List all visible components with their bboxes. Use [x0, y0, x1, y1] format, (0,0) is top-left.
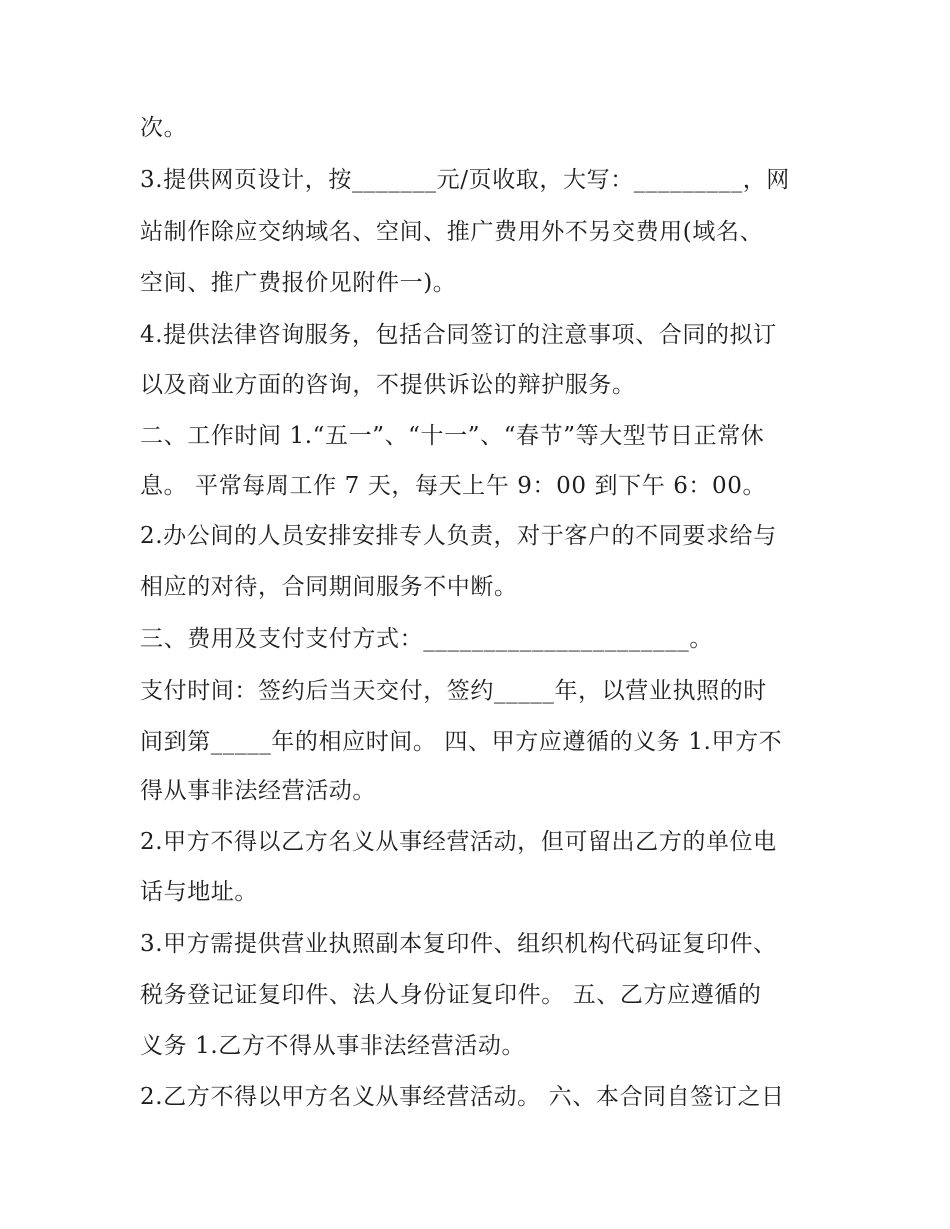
text-line: 得从事非法经营活动。 — [140, 778, 376, 804]
text-line: 二、工作时间 1.“五一”、“十一”、“春节”等大型节日正常休 — [140, 423, 765, 449]
text-line: 4.提供法律咨询服务，包括合同签订的注意事项、合同的拟订 — [140, 322, 777, 348]
text-line: 空间、推广费报价见附件一)。 — [140, 270, 457, 296]
text-line: 话与地址。 — [140, 879, 258, 905]
text-line: 三、费用及支付支付方式：______________________。 — [140, 626, 713, 652]
text-line: 3.甲方需提供营业执照副本复印件、组织机构代码证复印件、 — [140, 931, 777, 957]
text-line: 间到第_____年的相应时间。 四、甲方应遵循的义务 1.甲方不 — [140, 729, 783, 755]
text-line: 次。 — [140, 115, 188, 141]
text-line: 税务登记证复印件、法人身份证复印件。 五、乙方应遵循的 — [140, 982, 762, 1008]
text-line: 支付时间：签约后当天交付，签约_____年，以营业执照的时 — [140, 678, 767, 704]
text-line: 2.乙方不得以甲方名义从事经营活动。 六、本合同自签订之日 — [140, 1084, 785, 1110]
text-line: 站制作除应交纳域名、空间、推广费用外不另交费用(域名、 — [140, 219, 764, 245]
text-line: 义务 1.乙方不得从事非法经营活动。 — [140, 1033, 526, 1059]
text-line: 相应的对待，合同期间服务不中断。 — [140, 574, 518, 600]
text-line: 2.甲方不得以乙方名义从事经营活动，但可留出乙方的单位电 — [140, 829, 777, 855]
text-line: 以及商业方面的咨询，不提供诉讼的辩护服务。 — [140, 372, 636, 398]
text-line: 2.办公间的人员安排安排专人负责，对于客户的不同要求给与 — [140, 523, 777, 549]
text-line: 3.提供网页设计，按_______元/页收取，大写：_________，网 — [140, 167, 790, 193]
text-line: 息。 平常每周工作 7 天，每天上午 9：00 到下午 6：00。 — [140, 473, 767, 499]
